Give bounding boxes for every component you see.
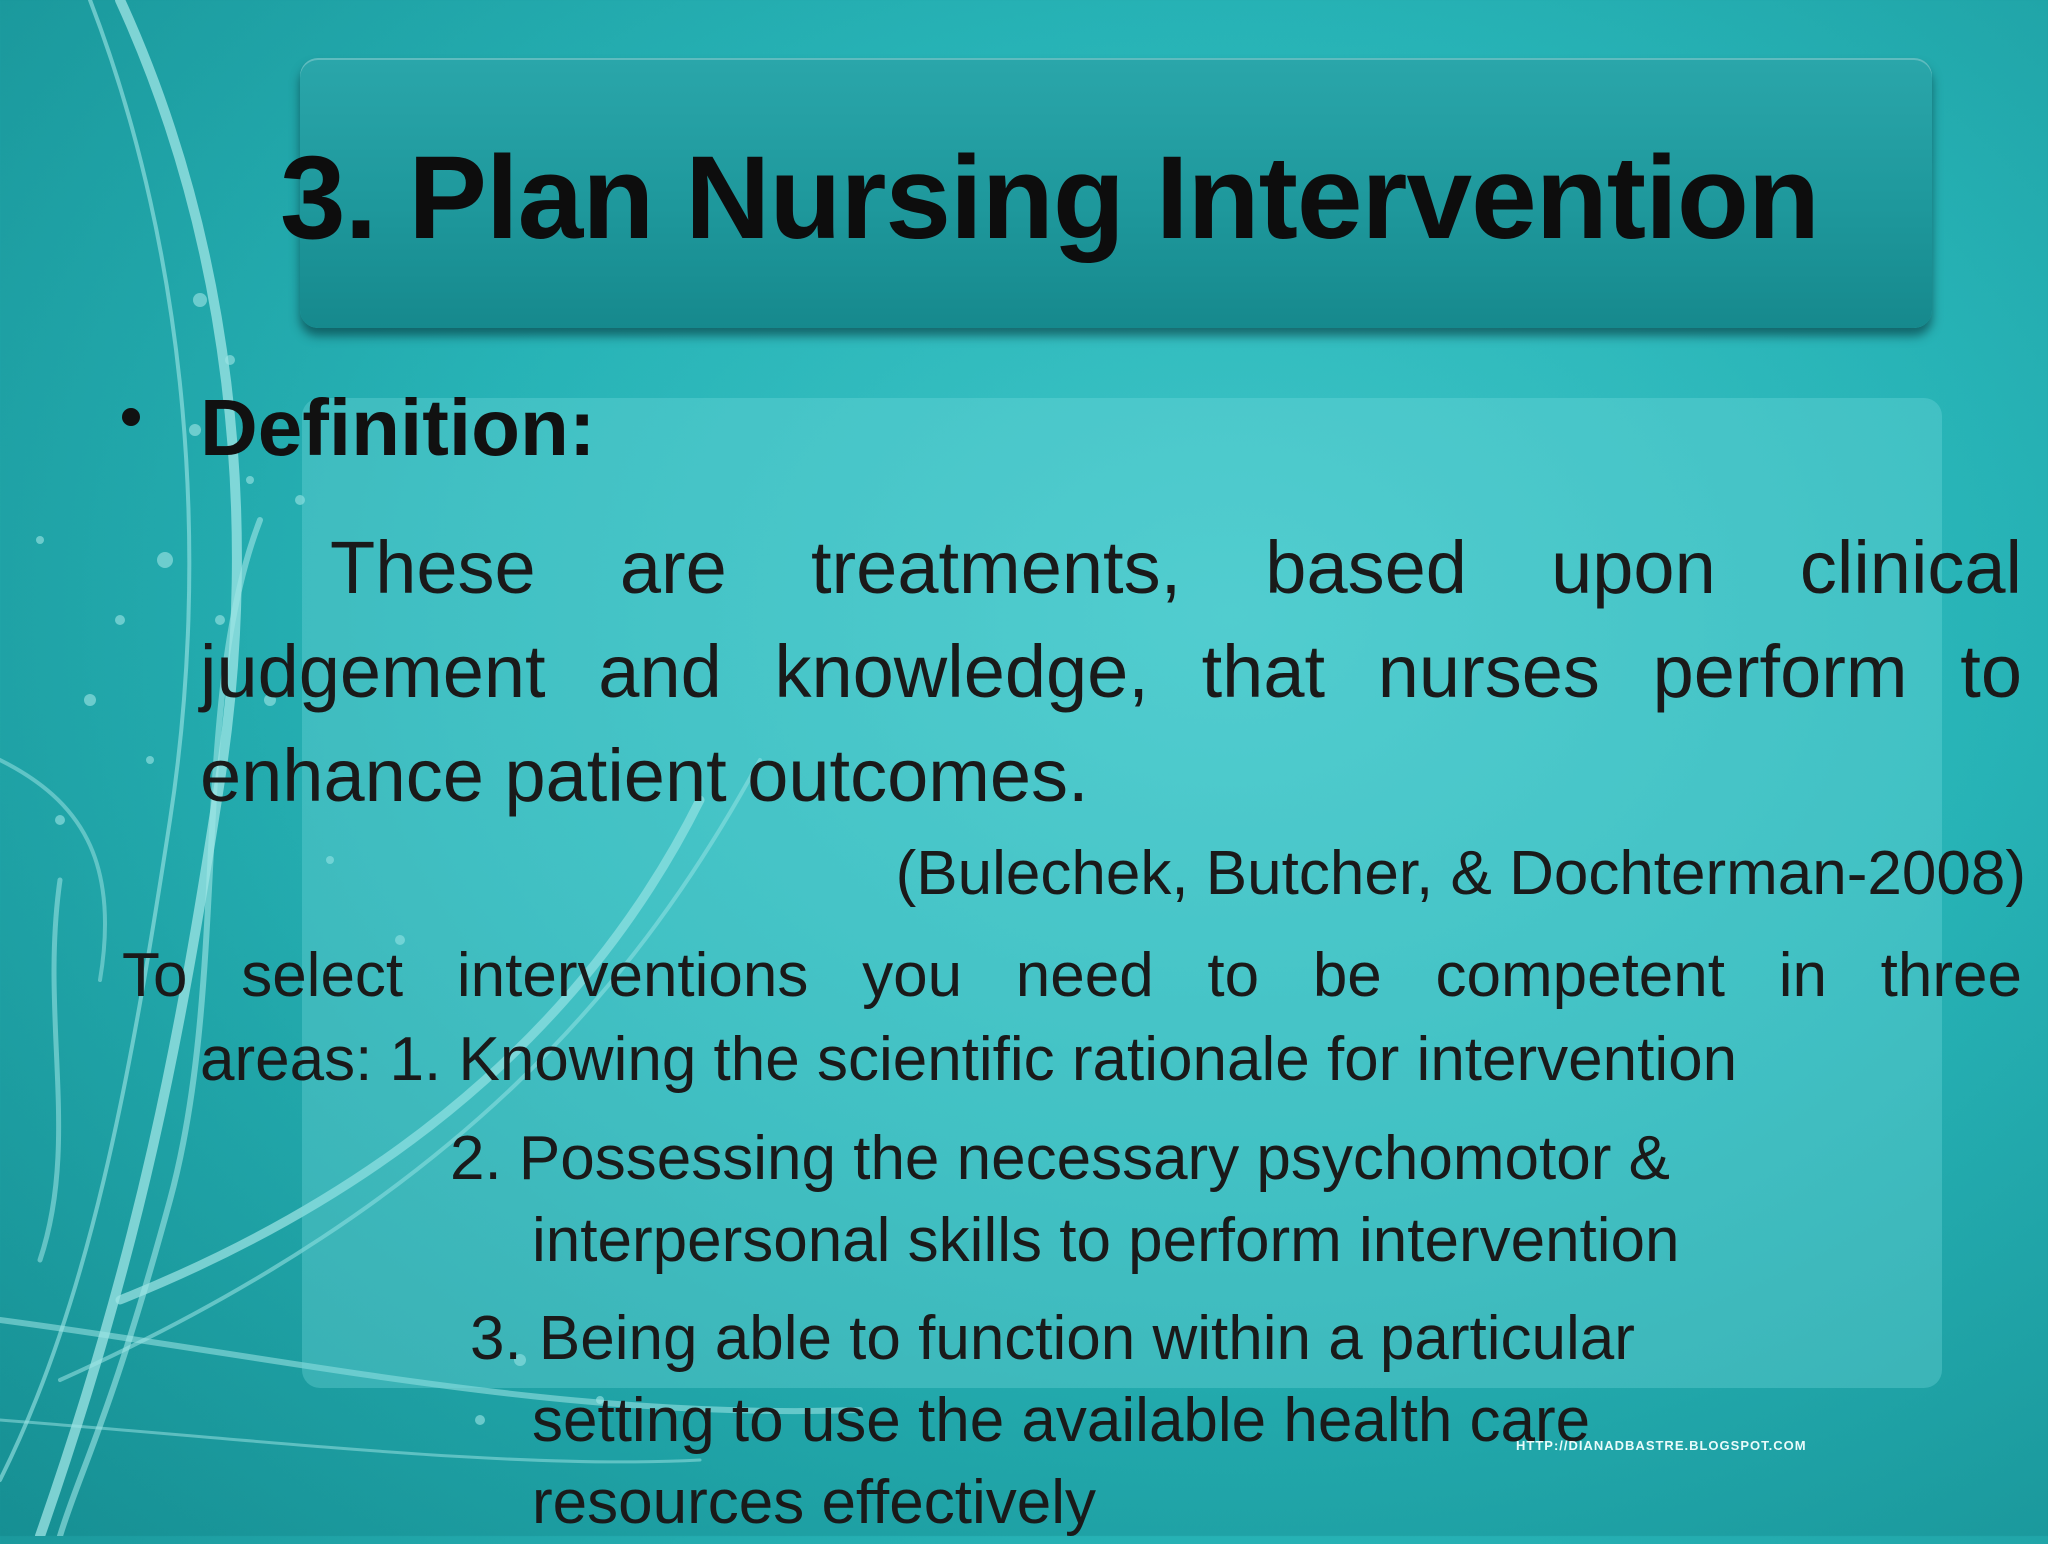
competency-intro-line: To select interventions you need to be competent in three [122, 941, 2022, 1010]
citation: (Bulechek, Butcher, & Dochterman-2008) [895, 839, 2026, 908]
definition-heading: Definition: [200, 383, 596, 472]
competency-item-1: areas: 1. Knowing the scientific rationale for intervention [200, 1025, 1738, 1094]
competency-item-3 [470, 1298, 1635, 1544]
competency-item-2-line-1: 2. Possessing the necessary psychomotor & [450, 1124, 1670, 1193]
watermark-url: HTTP://DIANADBASTRE.BLOGSPOT.COM [1516, 1438, 1807, 1453]
competency-item-2 [450, 1118, 1680, 1282]
slide-title: 3. Plan Nursing Intervention [280, 132, 1820, 264]
competency-item-3-line-2: setting to use the available health care [532, 1386, 1591, 1455]
bullet-dot [122, 408, 140, 426]
definition-text: These are treatments, based upon clinical judgement and knowledge, that nurses perform to enhance patient outcomes. [200, 526, 2022, 817]
competency-item-3-line-1: 3. Being able to function within a particular [470, 1304, 1635, 1373]
competency-item-3-line-3: resources effectively [532, 1468, 1096, 1537]
competency-item-2-line-2: interpersonal skills to perform intervention [532, 1206, 1680, 1275]
